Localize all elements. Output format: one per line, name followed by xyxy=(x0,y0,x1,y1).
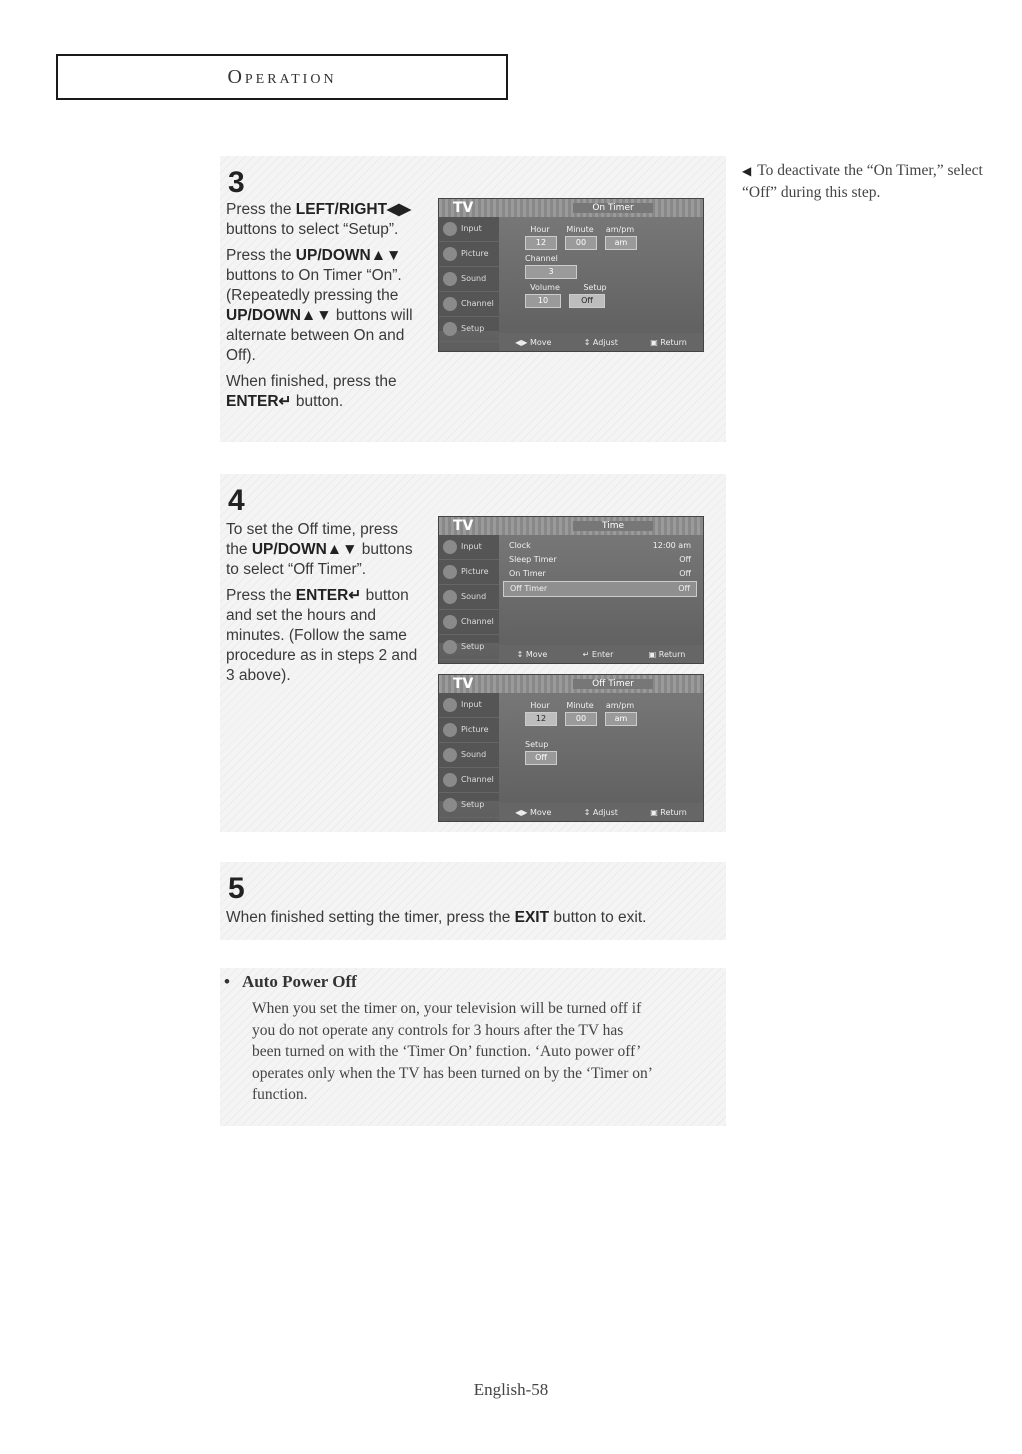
auto-power-off-tip xyxy=(220,968,726,1126)
hour-value: 12 xyxy=(525,712,557,726)
setup-label: Setup xyxy=(525,740,549,749)
side-item-channel: Channel xyxy=(439,610,499,635)
menu-row-off-timer: Off Timer Off xyxy=(503,581,697,597)
channel-label: Channel xyxy=(525,254,558,263)
channel-value: 3 xyxy=(525,265,577,279)
tv-label: TV xyxy=(453,518,474,534)
field-hour-label: Hour xyxy=(530,225,550,234)
footer-move: ◀▶ Move xyxy=(515,337,552,347)
step-3-para-3: When finished, press the ENTER↵ button. xyxy=(226,373,397,410)
volume-value: 10 xyxy=(525,294,561,308)
step-5-text: When finished setting the timer, press the EXIT button to exit. xyxy=(226,909,647,926)
side-item-setup: Setup xyxy=(439,635,499,660)
tv-content xyxy=(503,697,697,799)
hour-value: 12 xyxy=(525,236,557,250)
ampm-value: am xyxy=(605,236,637,250)
setup-value: Off xyxy=(569,294,605,308)
tv-side-menu xyxy=(439,217,499,331)
step-4-panel xyxy=(220,474,726,832)
footer-return: ▣ Return xyxy=(650,337,687,347)
menu-row-on-timer: On Timer Off xyxy=(509,569,691,578)
section-header xyxy=(56,54,508,100)
step-number: 5 xyxy=(228,872,245,905)
tv-footer xyxy=(499,803,703,821)
side-item-channel: Channel xyxy=(439,768,499,793)
note-text: To deactivate the “On Timer,” select “Off” during this step. xyxy=(742,162,983,201)
setup-value: Off xyxy=(525,751,557,765)
side-item-picture: Picture xyxy=(439,242,499,267)
screen-title: Off Timer xyxy=(573,679,653,689)
minute-value: 00 xyxy=(565,712,597,726)
field-hour-label: Hour xyxy=(530,701,550,710)
side-item-picture: Picture xyxy=(439,560,499,585)
side-item-input: Input xyxy=(439,535,499,560)
time-menu-screen xyxy=(438,516,704,664)
tv-label: TV xyxy=(453,676,474,692)
tv-side-menu xyxy=(439,535,499,651)
bullet-icon: • xyxy=(224,972,230,991)
section-title: Operation xyxy=(227,65,337,88)
side-item-input: Input xyxy=(439,217,499,242)
arrow-left-icon: ◀ xyxy=(742,164,752,178)
step-4-text xyxy=(226,520,422,692)
field-minute-label: Minute xyxy=(566,701,594,710)
step-3-para-2: Press the UP/DOWN▲▼ buttons to On Timer “On”. (Repeatedly pressing the UP/DOWN▲▼ buttons will alternate between On and Off). xyxy=(226,247,413,364)
field-ampm-label: am/pm xyxy=(605,701,635,710)
tv-content xyxy=(503,221,697,329)
side-item-sound: Sound xyxy=(439,743,499,768)
tip-body: When you set the timer on, your television will be turned off if you do not operate any controls for 3 hours after the TV has been turned on with the ‘Timer On’ function. ‘Auto power off’ operates only when the TV has been turned on by the ‘Timer on’ function. xyxy=(252,1000,652,1103)
tv-footer xyxy=(499,333,703,351)
footer-adjust: ↕ Adjust xyxy=(583,807,618,817)
setup-label: Setup xyxy=(583,283,607,292)
field-minute-label: Minute xyxy=(566,225,594,234)
side-item-channel: Channel xyxy=(439,292,499,317)
step-4-para-1: To set the Off time, press the UP/DOWN▲▼ buttons to select “Off Timer”. xyxy=(226,521,413,578)
ampm-value: am xyxy=(605,712,637,726)
tv-label: TV xyxy=(453,200,474,216)
side-item-picture: Picture xyxy=(439,718,499,743)
screen-title: On Timer xyxy=(573,203,653,213)
screen-title: Time xyxy=(573,521,653,531)
off-timer-screen xyxy=(438,674,704,822)
tv-side-menu xyxy=(439,693,499,809)
side-item-setup: Setup xyxy=(439,317,499,342)
step-number: 4 xyxy=(228,484,245,517)
menu-row-sleep-timer: Sleep Timer Off xyxy=(509,555,691,564)
step-number: 3 xyxy=(228,166,245,199)
on-timer-screen xyxy=(438,198,704,352)
side-note xyxy=(742,160,992,203)
footer-move: ◀▶ Move xyxy=(515,807,552,817)
step-3-panel xyxy=(220,156,726,442)
field-ampm-label: am/pm xyxy=(605,225,635,234)
step-4-para-2: Press the ENTER↵ button and set the hours and minutes. (Follow the same procedure as in steps 2 and 3 above). xyxy=(226,587,418,684)
footer-move: ↕ Move xyxy=(516,649,548,659)
footer-return: ▣ Return xyxy=(650,807,687,817)
page-number: English-58 xyxy=(473,1380,549,1399)
minute-value: 00 xyxy=(565,236,597,250)
menu-row-clock: Clock 12:00 am xyxy=(509,541,691,550)
side-item-sound: Sound xyxy=(439,267,499,292)
footer-adjust: ↕ Adjust xyxy=(583,337,618,347)
footer-enter: ↵ Enter xyxy=(582,649,614,659)
step-5-panel xyxy=(220,862,726,940)
tip-title: • Auto Power Off xyxy=(224,972,357,991)
volume-label: Volume xyxy=(530,283,560,292)
footer-return: ▣ Return xyxy=(648,649,686,659)
side-item-input: Input xyxy=(439,693,499,718)
tv-content xyxy=(503,539,697,641)
tv-footer xyxy=(499,645,703,663)
step-3-para-1: Press the LEFT/RIGHT◀▶ buttons to select “Setup”. xyxy=(226,201,411,238)
step-3-text xyxy=(226,200,422,418)
side-item-setup: Setup xyxy=(439,793,499,818)
side-item-sound: Sound xyxy=(439,585,499,610)
